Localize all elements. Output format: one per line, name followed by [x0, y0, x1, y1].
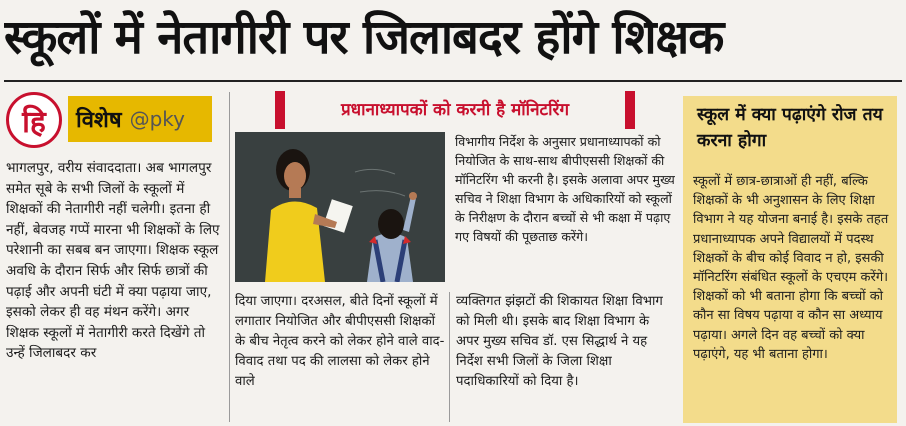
headline-rule [4, 80, 902, 82]
column-2-top [455, 132, 675, 246]
hindustan-logo-icon [6, 92, 62, 148]
column-2-right-text: व्यक्तिगत झंझटों की शिकायत शिक्षा विभाग को मिली थी। इसके बाद शिक्षा विभाग के अपर मुख्य सचिव डॉ. एस सिद्धार्थ ने यह निर्देश सभी जिलों के जिला शिक्षा पदाधिकारियों को दिया है। [456, 294, 663, 389]
column-2-left [235, 292, 447, 392]
column-2-right [456, 292, 676, 392]
headline: स्कूलों में नेतागीरी पर जिलाबदर होंगे शिक्षक [4, 10, 724, 65]
subheadline-bar-right [625, 91, 635, 129]
classroom-photo-illustration [235, 132, 445, 282]
sidebar-text: स्कूलों में छात्र-छात्राओं ही नहीं, बल्कि शिक्षकों के भी अनुशासन के लिए शिक्षा विभाग ने यह योजना बनाई है। इसके तहत प्रधानाध्यापक अपने विद्यालयों में पदस्थ शिक्षकों के बीच कोई विवाद न हो, इसकी मॉनिटरिंग संबंधित स्कूलों के एचएम करेंगे। शिक्षकों को भी बताना होगा कि बच्चों को कौन सा विषय पढ़ाया व कौन सा अध्याय पढ़ाया। अगले दिन वह बच्चों को क्या पढ़ाएंगे, यह भी बताना होगा। [693, 174, 889, 362]
logo-char: हि [22, 104, 46, 140]
column-2-left-text: दिया जाएगा। दरअसल, बीते दिनों स्कूलों में लगातार नियोजित और बीपीएससी शिक्षकों के बीच नेतृत्व करने को लेकर होने वाले वाद-विवाद तथा पद की लालसा को लेकर होने वाले [235, 294, 445, 389]
special-badge [68, 96, 212, 142]
sidebar-body [693, 172, 889, 364]
column-divider [229, 92, 230, 422]
badge-handle: @pky [129, 107, 186, 131]
column-divider-2 [449, 292, 450, 422]
subheadline-block [275, 91, 635, 129]
subheadline-bar-left [275, 91, 285, 129]
badge-label: विशेष [76, 108, 122, 133]
column-2-top-text: विभागीय निर्देश के अनुसार प्रधानाध्यापकों को नियोजित के साथ-साथ बीपीएससी शिक्षकों की मॉनिटरिंग भी करनी है। इसके अलावा अपर मुख्य सचिव ने शिक्षा विभाग के अधिकारियों को स्कूलों के निरीक्षण के दौरान बच्चों से भी कक्षा में पढ़ाए गए विषयों की पूछताछ करेंगे। [455, 134, 675, 244]
subheadline: प्रधानाध्यापकों को करनी है मॉनिटरिंग [340, 100, 570, 120]
column-1-text: भागलपुर, वरीय संवाददाता। अब भागलपुर समेत सूबे के सभी जिलों के स्कूलों में शिक्षकों की नेतागीरी नहीं चलेगी। इतना ही नहीं, बेवजह गप्पें मारना भी शिक्षकों के लिए परेशानी का सबब बन जाएगा। शिक्षक स्कूल अवधि के दौरान सिर्फ और सिर्फ छात्रों की पढ़ाई और अपनी घंटी में क्या पढ़ाया जाए, इसको लेकर ही वह मंथन करेंगे। अगर शिक्षक स्कूलों में नेतागीरी करते दिखेंगे तो उन्हें जिलाबदर कर [6, 160, 220, 362]
sidebar-title: स्कूल में क्या पढ़ाएंगे रोज तय करना होगा [697, 105, 883, 151]
column-1 [6, 158, 224, 364]
classroom-photo [235, 132, 445, 282]
